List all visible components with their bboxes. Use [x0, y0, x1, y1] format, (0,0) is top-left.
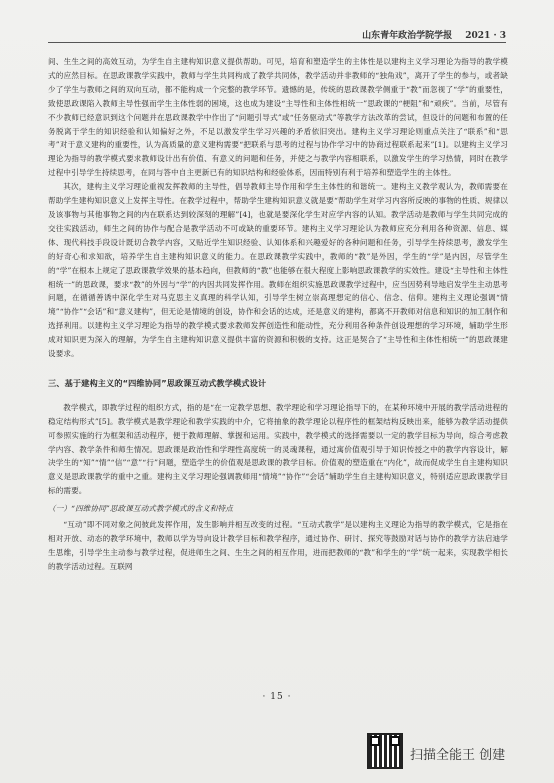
body-paragraph-2: 其次，建构主义学习理论重视发挥教师的主导性，倡导教师主导作用和学生主体性的和谐统一。建构主义教学观认为，教师需要在帮助学生建构知识意义上发挥主导性。在教学过程中，帮助学生建构知识意义就是要“帮助学生对学习内容所反映的事物的性质、规律以及该事物与其他事物之间的内在联系达到较深刻的理解”[4]，也就是要深化学生对应学内容的认知。教学活动是教师与学生共同完成的交往实践活动，师生之间的协作与配合是教学活动不可或缺的重要环节。建构主义学习理论认为教师应充分利用各种资源、信息、媒体、现代科技手段设计既切合教学内容，又贴近学生知识经验、认知体系和兴趣爱好的各种问题和任务，引导学生持续思考，激发学生的好奇心和求知欲，培养学生自主建构知识意义的能力。在思政课教学实践中，教师的“教”是外因，学生的“学”是内因，尽管学生的“学”在根本上规定了思政课教学效果的基本趋向，但教师的“教”也能够在很大程度上影响思政课教学的实效性。建设“主导性和主体性相统一”的思政课，要求“教”的外因与“学”的内因共同发挥作用。教师在组织实施思政课教学过程中，应当因势利导地启发学生主动思考问题，在循循善诱中深化学生对马克思主义真理的科学认知，引导学生树立崇高理想定的信心、信念、信仰。建构主义理论强调“情境”“协作”“会话”和“意义建构”，但无论是情境的创设，协作和会话的达成，还是意义的建构，都离不开教师对信息和知识的加工制作和选择利用。以建构主义学习理论为指导的教学模式要求教师发挥创造性和能动性，充分利用各种条件创设理想的学习环境，辅助学生形成对知识更为深入的理解，为学生自主建构知识意义提供丰富的资源和积极的支持。这正是契合了“主导性和主体性相统一”的思政课建设要求。	[48, 182, 508, 359]
scanner-watermark: 扫描全能王 创建	[410, 748, 506, 763]
page-number: · 15 ·	[262, 692, 292, 702]
qr-code-icon	[367, 733, 403, 769]
body-paragraph-1: 间、生生之间的高效互动，为学生自主建构知识意义提供帮助。可见，培育和塑造学生的主体性是以建构主义学习理论为指导的教学模式的应然目标。在思政课教学实践中，教师与学生共同构成了教学共同体，教学活动并非教师的“独角戏”，离开了学生的参与，或者缺少了学生与教师之间的双向互动，都不能构成一个完整的教学环节。遗憾的是，传统的思政课教学侧重于“教”而忽视了“学”的重要性，致使思政课陷入教师主导性强而学生主体性弱的困境，这也成为建设“主导性和主体性相统一”思政课的“梗阻”和“顽疾”。当前，尽管有不少教师已经意识到这个问题并在思政课教学中作出了“问题引导式”或“任务驱动式”等教学方法改革的尝试，但设计的问题和布置的任务脱离于学生的知识经验和认知偏好之外，不足以激发学生学习兴趣的矛盾依旧突出。建构主义学习理论则重点关注了“联系”和“思考”对于意义建构的重要性，认为高质量的意义建构需要“把联系与思考的过程与协作学习中的协商过程联系起来”[1]。以建构主义学习理论为指导的教学模式要求教师设计出有价值、有意义的问题和任务，并使之与教学内容相联系，以激发学生的学习热情，同时在教学过程中引导学生持续思考，在同与答中自主更新已有的知识结构和经验体系，因而特别有利于培养和塑造学生的主体性。	[48, 57, 508, 178]
running-header	[48, 28, 506, 43]
issue-number: 2021 · 3	[465, 31, 506, 41]
body-paragraph-4: “互动”即不同对象之间彼此发挥作用，发生影响并相互改变的过程。“互动式教学”是以建构主义理论为指导的教学模式，它是指在相对开放、动态的教学环境中，教师以学为导向设计教学目标和教学程序，通过协作、研讨、探究等鼓励对话与协作的教学方法启迪学生思维，引导学生主动参与教学过程，促进师生之间、生生之间的相互作用，进而把教师的“教”和学生的“学”统一起来，实现教学相长的教学活动过程。互联网	[48, 520, 508, 571]
section-heading: 三、基于建构主义的“四维协同”思政课互动式教学模式设计	[48, 377, 267, 388]
subsection-heading: （一）“四维协同”思政课互动式教学模式的含义和特点	[48, 504, 233, 514]
journal-name: 山东青年政治学院学报	[362, 31, 453, 41]
body-paragraph-3: 教学模式，即教学过程的组织方式，指的是“在一定教学思想、教学理论和学习理论指导下的，在某种环境中开展的教学活动进程的稳定结构形式”[5]。教学模式是教学理论和教学实践的中介，它将抽象的教学理论以程序性的框架结构反映出来，能够为教学活动提供可参照实施的行为框架和活动程序，便于教师理解、掌握和运用。实践中，教学模式的选择需要以一定的教学目标为导向，综合考虑教学内容、教学条件和师生情况。思政课是政治性和学理性高度统一的灵魂课程，通过寓价值观引导于知识传授之中的教学内容设计，解决学生的“知”“情”“信”“意”“行”问题，塑造学生的价值观是思政课的教学目标。价值观的塑造重在“内化”，故而促成学生自主建构知识意义是思政课教学的重中之重。建构主义学习理论强调教师用“情境”“协作”“会话”辅助学生自主建构知识意义，特别适应思政课教学目标的需要。	[48, 402, 508, 496]
article-body	[48, 55, 508, 574]
